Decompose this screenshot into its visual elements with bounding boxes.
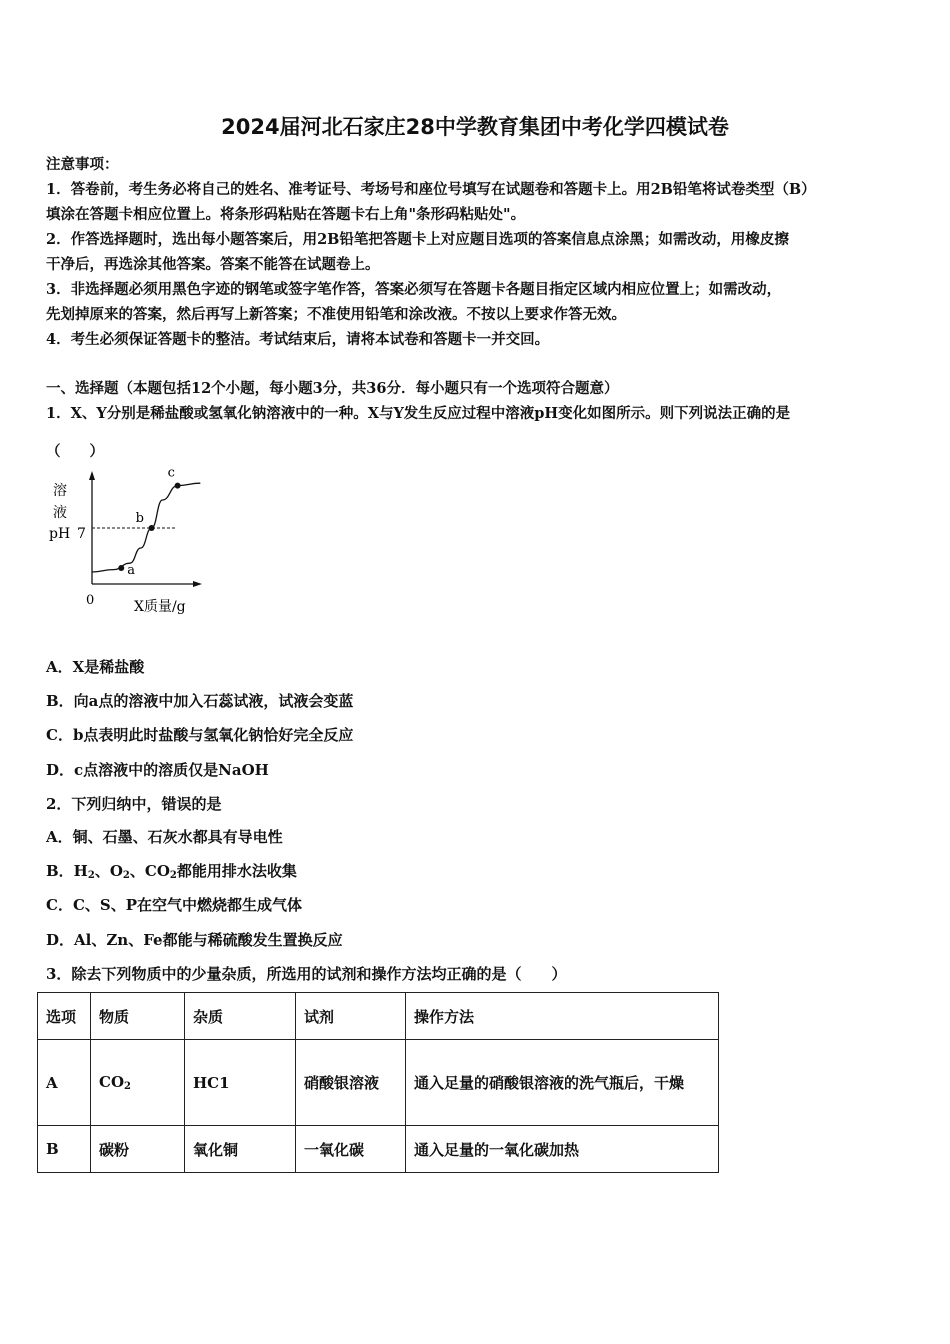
q2-b-sub1: 2 [87,870,95,881]
row-a-reagent: 硝酸银溶液 [296,1040,406,1126]
table-row [38,1040,719,1126]
row-a-substance-base: CO [99,1073,125,1091]
row-b-option: B [38,1126,91,1173]
q1-stem: 1．X、Y分别是稀盐酸或氢氧化钠溶液中的一种。X与Y发生反应过程中溶液pH变化如图所示。则下列说法正确的是 [46,405,791,422]
q3-stem: 3．除去下列物质中的少量杂质，所选用的试剂和操作方法均正确的是（ ） [46,965,567,983]
q2-b-prefix: B．H [46,862,88,880]
q1-bracket: （ ） [46,443,104,460]
notice-line: 1．答卷前，考生务必将自己的姓名、准考证号、考场号和座位号填写在试题卷和答题卡上。用2B铅笔将试卷类型（B） [46,181,816,198]
header-substance: 物质 [91,993,185,1040]
header-reagent: 试剂 [296,993,406,1040]
table-row [38,1126,719,1173]
point-a [118,565,124,571]
q2-b-sub3: 2 [169,870,177,881]
notice-heading: 注意事项： [46,156,119,173]
table-header-row [38,993,719,1040]
q1-option-a: A．X是稀盐酸 [46,658,145,676]
row-b-method: 通入足量的一氧化碳加热 [406,1126,719,1173]
x-axis-arrow [193,581,202,587]
notice-line: 先划掉原来的答案，然后再写上新答案；不准使用铅笔和涂改液。不按以上要求作答无效。 [46,306,626,323]
point-b [149,525,155,531]
origin-label: 0 [86,593,95,608]
q2-b-sub2: 2 [122,870,130,881]
notice-line: 填涂在答题卡相应位置上。将条形码粘贴在答题卡右上角"条形码粘贴处"。 [46,206,526,223]
y-label-1: 溶 [53,483,67,499]
q2-b-mid2: 、CO [129,862,170,880]
row-a-impurity: HC1 [185,1040,296,1126]
q2-stem: 2．下列归纳中，错误的是 [46,795,222,813]
row-a-option: A [38,1040,91,1126]
ph-chart [44,468,219,618]
header-method: 操作方法 [406,993,719,1040]
q2-option-b [46,860,297,881]
y-label-2: 液 [53,505,67,521]
row-a-method: 通入足量的硝酸银溶液的洗气瓶后，干燥 [406,1040,719,1126]
q2-b-suffix: 都能用排水法收集 [176,862,297,880]
reference-tick-label: 7 [77,526,86,542]
notice-line: 干净后，再选涂其他答案。答案不能答在试题卷上。 [46,256,380,273]
q2-option-d: D．Al、Zn、Fe都能与稀硫酸发生置换反应 [46,931,343,949]
row-a-substance-sub: 2 [124,1081,131,1092]
notice-line: 2．作答选择题时，选出每小题答案后，用2B铅笔把答题卡上对应题目选项的答案信息点涂黑；如需改动，用橡皮擦 [46,231,789,248]
row-b-impurity: 氧化铜 [185,1126,296,1173]
x-axis-label: X质量/g [134,599,186,615]
q2-option-a: A．铜、石墨、石灰水都具有导电性 [46,828,283,846]
point-label-b: b [135,511,144,526]
row-b-substance: 碳粉 [91,1126,185,1173]
q1-option-d: D．c点溶液中的溶质仅是NaOH [46,761,269,779]
point-c [175,483,181,489]
page-title: 2024届河北石家庄28中学教育集团中考化学四模试卷 [221,115,729,139]
notice-line: 3．非选择题必须用黑色字迹的钢笔或签字笔作答，答案必须写在答题卡各题目指定区域内相应位置上；如需改动， [46,281,782,298]
q3-table [37,992,719,1173]
notice-line: 4．考生必须保证答题卡的整洁。考试结束后，请将本试卷和答题卡一并交回。 [46,331,550,348]
point-label-a: a [127,563,136,578]
y-axis-arrow [89,471,95,480]
header-option: 选项 [38,993,91,1040]
row-b-reagent: 一氧化碳 [296,1126,406,1173]
point-label-c: c [167,468,175,481]
row-a-substance [91,1040,185,1126]
section-heading: 一、选择题（本题包括12个小题，每小题3分，共36分．每小题只有一个选项符合题意） [46,380,619,397]
q1-option-b: B．向a点的溶液中加入石蕊试液，试液会变蓝 [46,692,354,710]
q2-option-c: C．C、S、P在空气中燃烧都生成气体 [46,896,302,914]
header-impurity: 杂质 [185,993,296,1040]
q2-b-mid1: 、O [94,862,123,880]
y-label-3: pH [49,526,71,542]
q1-option-c: C．b点表明此时盐酸与氢氧化钠恰好完全反应 [46,726,354,744]
